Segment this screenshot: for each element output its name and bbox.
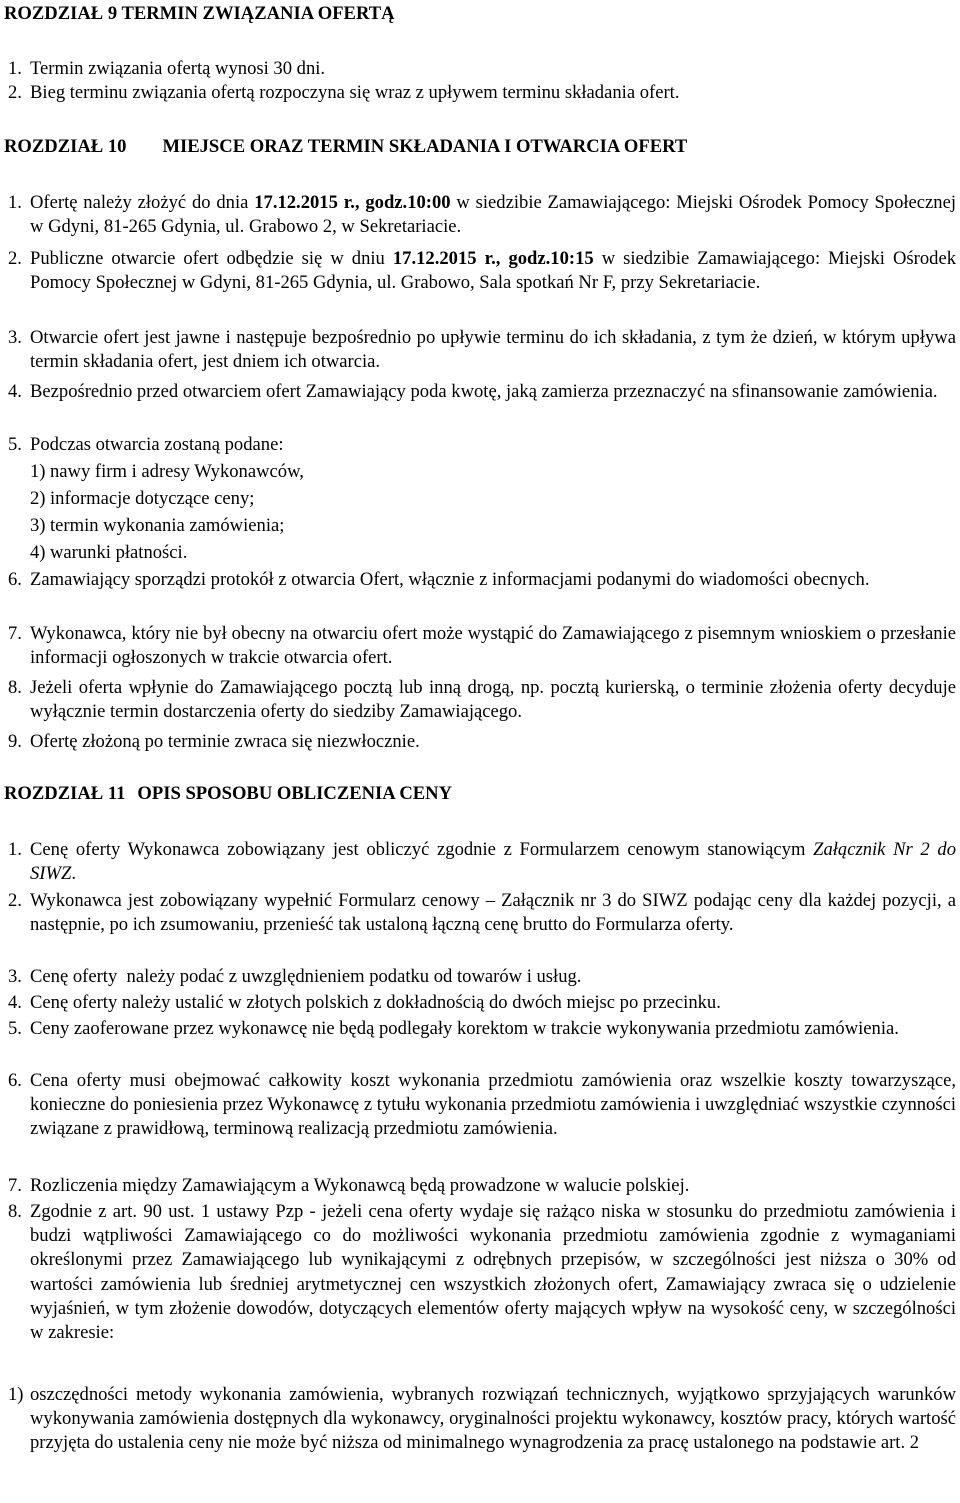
sub-list-item: 3) termin wykonania zamówienia; [30, 515, 285, 536]
list-item: 2. Publiczne otwarcie ofert odbędzie się w dniu 17.12.2015 r., godz.10:15 w siedzibie Zamawiającego: Miejski Ośrodek Pomocy Społecznej w Gdyni, 81-265 Gdynia, ul. Grabowo, Sala spotkań Nr F, przy Sekretariacie. [8, 248, 956, 294]
sub-list-item: 1) oszczędności metody wykonania zamówienia, wybranych rozwiązań technicznych, wyjątkowo sprzyjających warunków wykonywania zamówienia dostępnych dla wykonawcy, oryginalności projektu wykonawcy, kosztów pracy, których wartość przyjęta do ustalenia ceny nie może być niższa od minimalnego wynagrodzenia za pracę ustalonego na podstawie art. 2 [8, 1384, 956, 1454]
chapter-11-heading: ROZDZIAŁ 11 OPIS SPOSOBU OBLICZENIA CENY [4, 783, 453, 804]
list-item: 9. Ofertę złożoną po terminie zwraca się niezwłocznie. [8, 731, 420, 752]
list-item: 3. Cenę oferty należy podać z uwzględnieniem podatku od towarów i usług. [8, 966, 582, 987]
list-item: 6. Cena oferty musi obejmować całkowity koszt wykonania przedmiotu zamówienia oraz wszelkie koszty towarzyszące, konieczne do poniesienia przez Wykonawcę z tytułu wykonania przedmiotu zamówienia i uwzględniać wszystkie czynności związane z prawidłową, terminową realizacją przedmiotu zamówienia. [8, 1070, 956, 1140]
list-item: 1. Ofertę należy złożyć do dnia 17.12.2015 r., godz.10:00 w siedzibie Zamawiającego: Miejski Ośrodek Pomocy Społecznej w Gdyni, 81-265 Gdynia, ul. Grabowo 2, w Sekretariacie. [8, 192, 957, 238]
list-item: 5. Ceny zaoferowane przez wykonawcę nie będą podlegały korektom w trakcie wykonywania przedmiotu zamówienia. [8, 1018, 899, 1039]
list-item: 1. Cenę oferty Wykonawca zobowiązany jest obliczyć zgodnie z Formularzem cenowym stanowiącym Załącznik Nr 2 do SIWZ. [8, 839, 956, 885]
list-item: 6. Zamawiający sporządzi protokół z otwarcia Ofert, włącznie z informacjami podanymi do wiadomości obecnych. [8, 569, 870, 590]
list-item: 8. Jeżeli oferta wpłynie do Zamawiającego pocztą lub inną drogą, np. pocztą kurierską, o terminie złożenia oferty decyduje wyłącznie termin dostarczenia oferty do siedziby Zamawiającego. [8, 677, 956, 723]
list-item: 5. Podczas otwarcia zostaną podane: [8, 434, 284, 455]
list-item: 1. Termin związania ofertą wynosi 30 dni. [8, 58, 326, 79]
list-item: 4. Bezpośrednio przed otwarciem ofert Zamawiający poda kwotę, jaką zamierza przeznaczyć na sfinansowanie zamówienia. [8, 381, 938, 402]
list-item: 7. Wykonawca, który nie był obecny na otwarciu ofert może wystąpić do Zamawiającego z pisemnym wnioskiem o przesłanie informacji ogłoszonych w trakcie otwarcia ofert. [8, 623, 956, 669]
sub-list-item: 4) warunki płatności. [30, 542, 188, 563]
list-item: 4. Cenę oferty należy ustalić w złotych polskich z dokładnością do dwóch miejsc po przecinku. [8, 992, 721, 1013]
chapter-10-heading: ROZDZIAŁ 10 MIEJSCE ORAZ TERMIN SKŁADANIA I OTWARCIA OFERT [4, 136, 688, 157]
sub-list-item: 1) nawy firm i adresy Wykonawców, [30, 461, 304, 482]
list-item: 3. Otwarcie ofert jest jawne i następuje bezpośrednio po upływie terminu do ich składania, z tym że dzień, w którym upływa termin składania ofert, jest dniem ich otwarcia. [8, 327, 956, 373]
list-item: 8. Zgodnie z art. 90 ust. 1 ustawy Pzp - jeżeli cena oferty wydaje się rażąco niska w stosunku do przedmiotu zamówienia i budzi wątpliwości Zamawiającego co do możliwości wykonania przedmiotu zamówienia zgodnie z wymaganiami określonymi przez Zamawiającego lub wynikającymi z odrębnych przepisów, w szczególności jest niższa o 30% od wartości zamówienia lub średniej arytmetycznej cen wszystkich złożonych ofert, Zamawiający zwraca się o udzielenie wyjaśnień, w tym złożenie dowodów, dotyczących elementów oferty mających wpływ na wysokość ceny, w szczególności w zakresie: [8, 1201, 956, 1344]
list-item: 2. Bieg terminu związania ofertą rozpoczyna się wraz z upływem terminu składania ofert. [8, 82, 680, 103]
sub-list-item: 2) informacje dotyczące ceny; [30, 488, 255, 509]
chapter-9-heading: ROZDZIAŁ 9 TERMIN ZWIĄZANIA OFERTĄ [4, 3, 395, 24]
list-item: 7. Rozliczenia między Zamawiającym a Wykonawcą będą prowadzone w walucie polskiej. [8, 1175, 690, 1196]
list-item: 2. Wykonawca jest zobowiązany wypełnić Formularz cenowy – Załącznik nr 3 do SIWZ podając ceny dla każdej pozycji, a następnie, po ich zsumowaniu, przenieść tak ustaloną łączną cenę brutto do Formularza oferty. [8, 890, 956, 936]
